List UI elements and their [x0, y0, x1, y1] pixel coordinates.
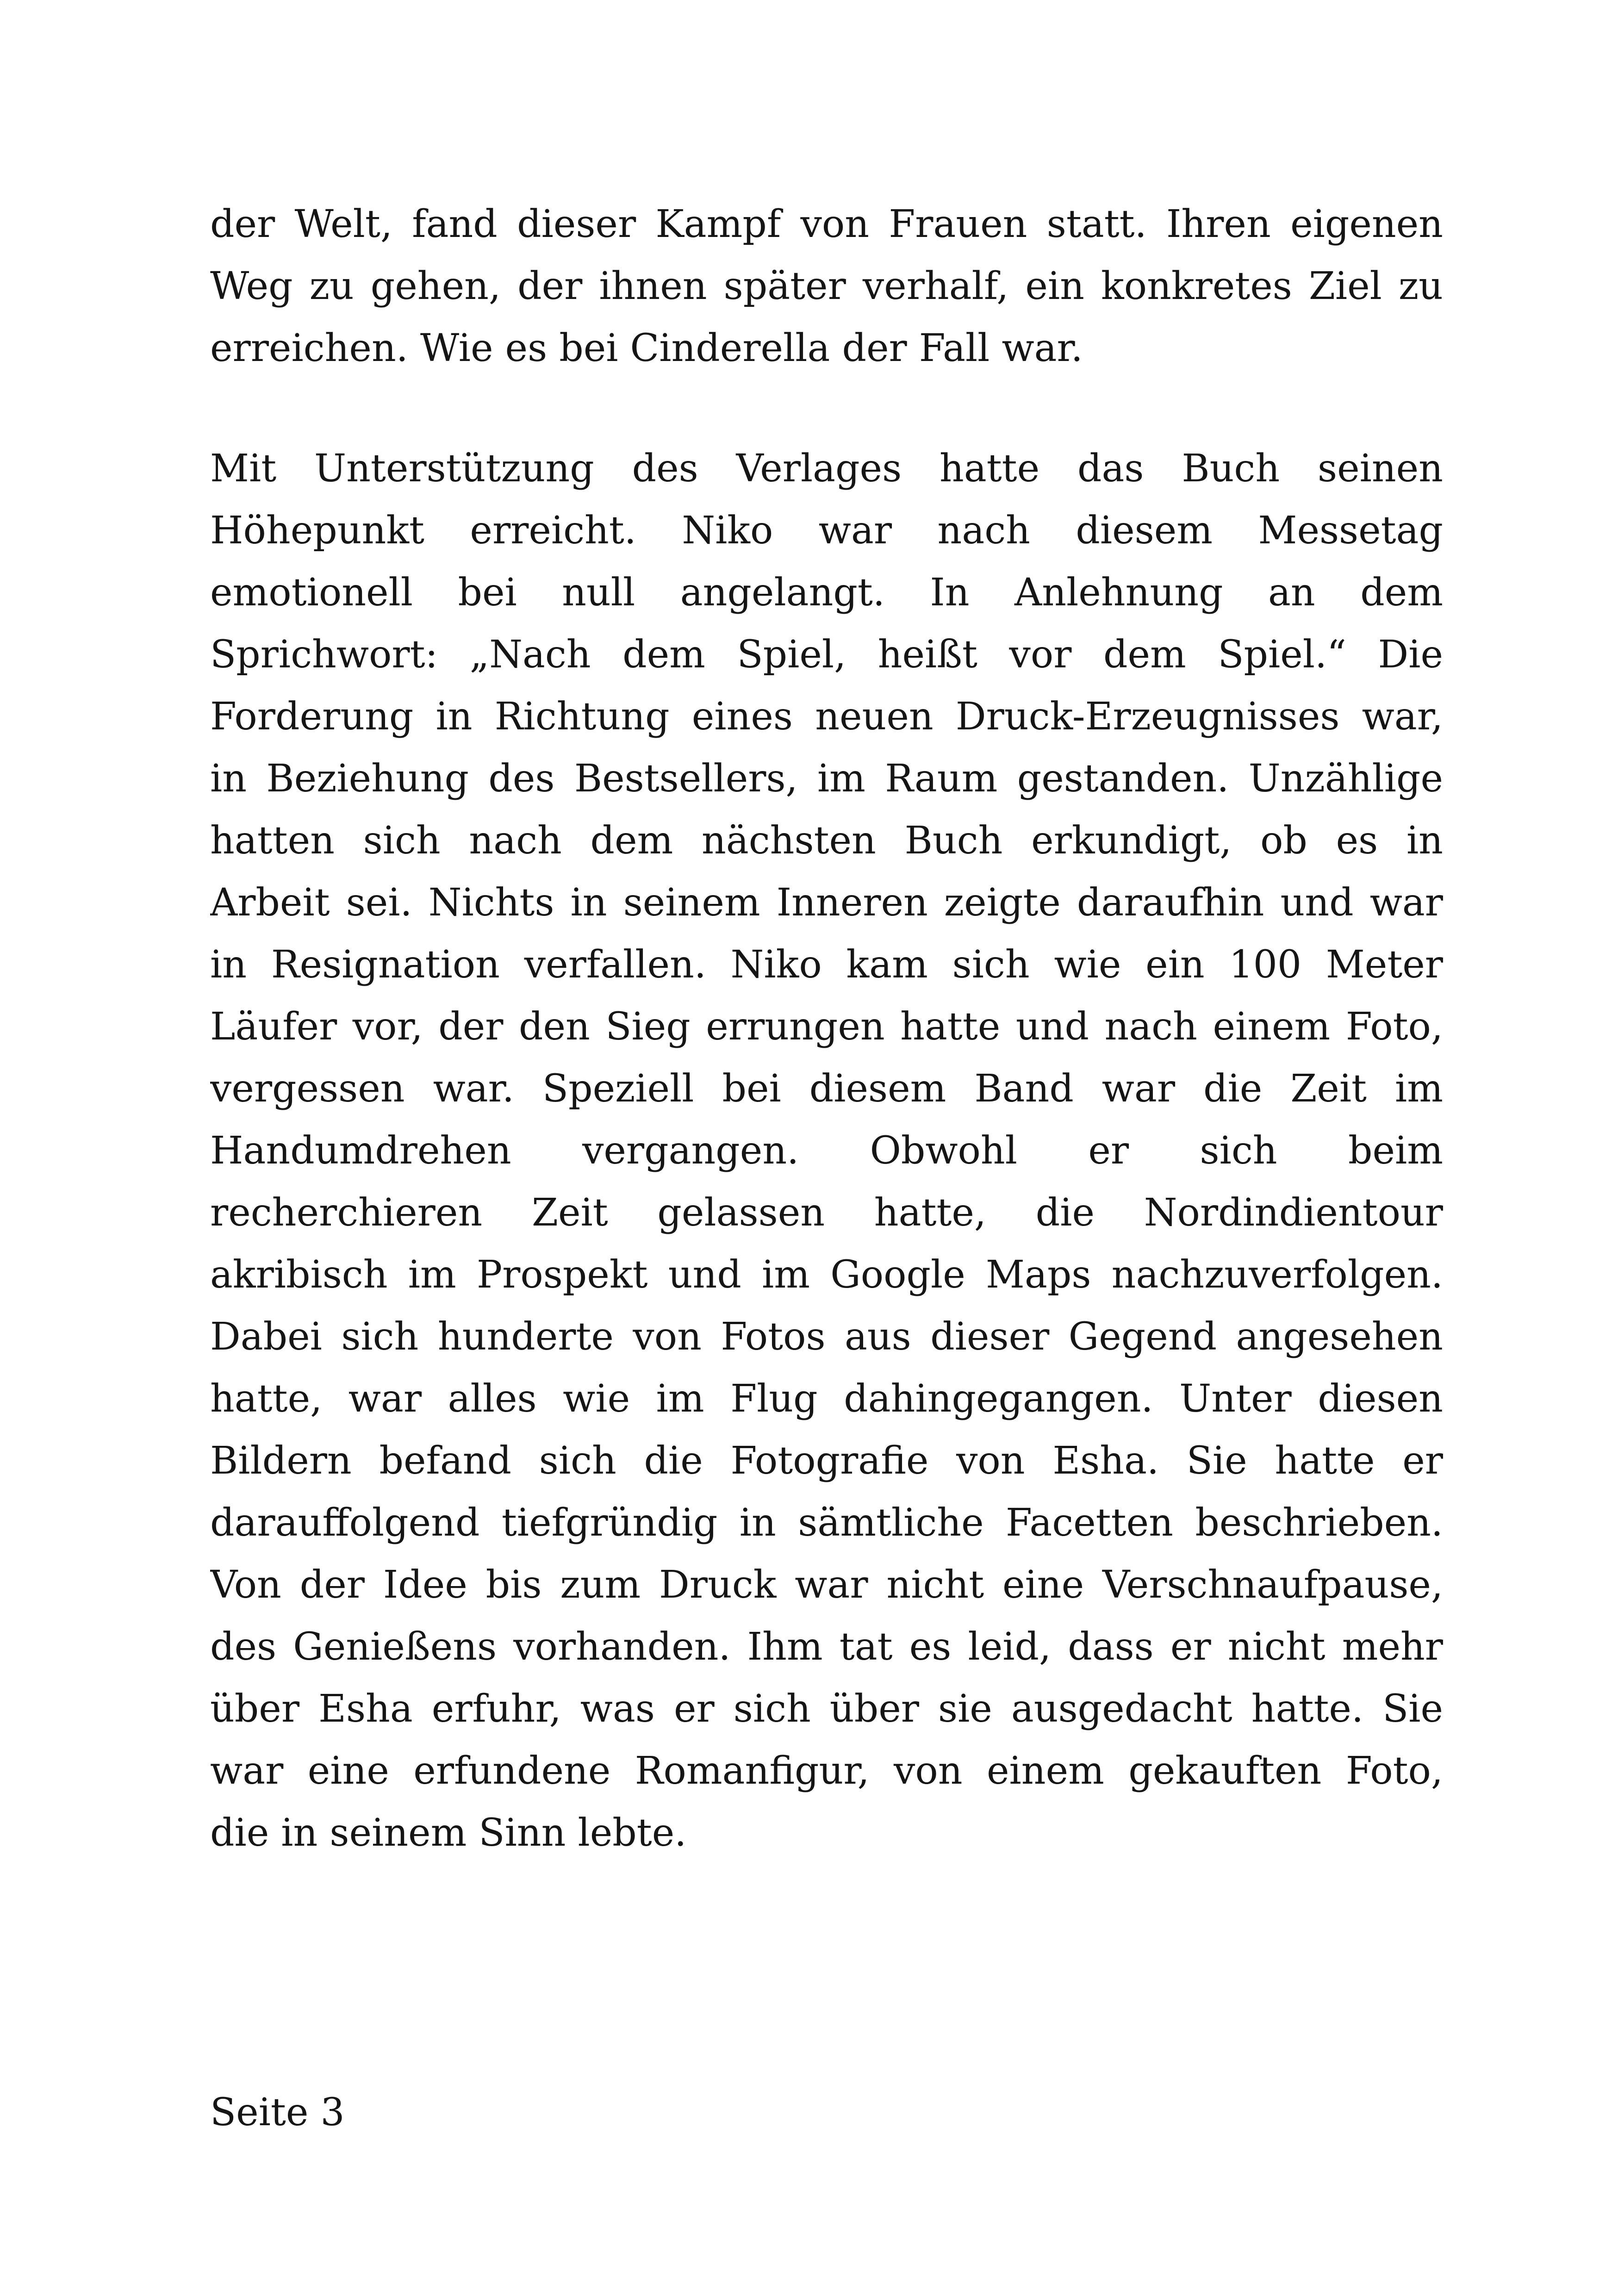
text-line: in Beziehung des Bestsellers, im Raum gestanden. Unzählige: [210, 757, 1443, 801]
text-line: hatte, war alles wie im Flug dahingegangen. Unter diesen: [210, 1377, 1443, 1421]
text-line: war eine erfundene Romanfigur, von einem gekauften Foto,: [210, 1749, 1443, 1793]
text-line: in Resignation verfallen. Niko kam sich wie ein 100 Meter: [210, 943, 1443, 987]
text-line: Mit Unterstützung des Verlages hatte das Buch seinen: [210, 447, 1443, 491]
text-line: Bildern befand sich die Fotografie von Esha. Sie hatte er: [210, 1439, 1443, 1483]
text-line: die in seinem Sinn lebte.: [210, 1811, 687, 1855]
text-line: Höhepunkt erreicht. Niko war nach diesem Messetag: [210, 509, 1443, 553]
text-line: der Welt, fand dieser Kampf von Frauen statt. Ihren eigenen: [210, 202, 1443, 246]
text-line: Handumdrehen vergangen. Obwohl er sich beim: [210, 1129, 1443, 1173]
paragraph-2: [210, 438, 1443, 1864]
text-line: darauffolgend tiefgründig in sämtliche Facetten beschrieben.: [210, 1501, 1443, 1545]
text-line: Weg zu gehen, der ihnen später verhalf, ein konkretes Ziel zu: [210, 264, 1443, 308]
text-line: Arbeit sei. Nichts in seinem Inneren zeigte daraufhin und war: [210, 881, 1443, 925]
text-line: Dabei sich hunderte von Fotos aus dieser Gegend angesehen: [210, 1315, 1443, 1359]
text-line: emotionell bei null angelangt. In Anlehnung an dem: [210, 571, 1443, 615]
text-line: vergessen war. Speziell bei diesem Band war die Zeit im: [210, 1067, 1443, 1111]
text-line: des Genießens vorhanden. Ihm tat es leid, dass er nicht mehr: [210, 1625, 1443, 1669]
text-line: Läufer vor, der den Sieg errungen hatte und nach einem Foto,: [210, 1005, 1443, 1049]
text-line: recherchieren Zeit gelassen hatte, die Nordindientour: [210, 1191, 1443, 1235]
text-line: akribisch im Prospekt und im Google Maps nachzuverfolgen.: [210, 1253, 1443, 1297]
text-line: Von der Idee bis zum Druck war nicht eine Verschnaufpause,: [210, 1563, 1443, 1607]
paragraph-1: [210, 193, 1443, 380]
text-line: erreichen. Wie es bei Cinderella der Fall war.: [210, 326, 1083, 370]
text-line: hatten sich nach dem nächsten Buch erkundigt, ob es in: [210, 819, 1443, 863]
page-number: Seite 3: [210, 2091, 345, 2134]
text-line: Sprichwort: „Nach dem Spiel, heißt vor dem Spiel.“ Die: [210, 633, 1443, 677]
text-line: Forderung in Richtung eines neuen Druck-Erzeugnisses war,: [210, 695, 1443, 739]
text-line: über Esha erfuhr, was er sich über sie ausgedacht hatte. Sie: [210, 1687, 1443, 1731]
